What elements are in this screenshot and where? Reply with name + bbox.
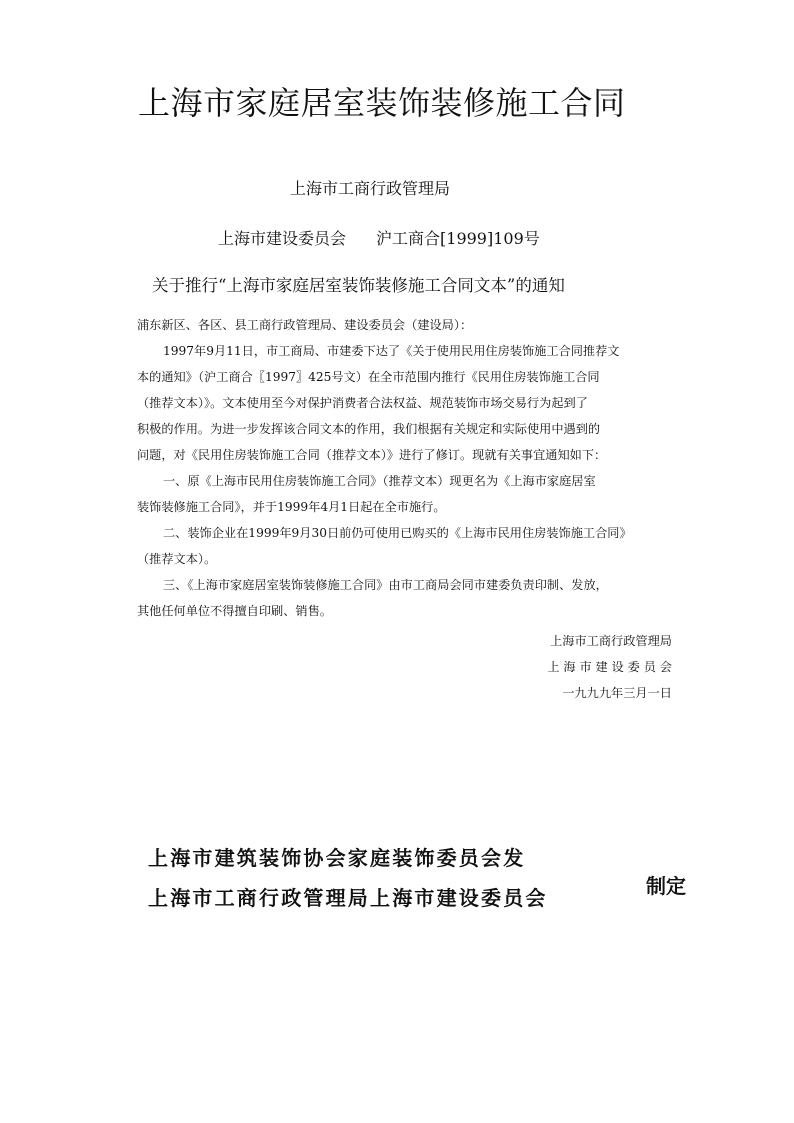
issuer-line	[218, 226, 540, 249]
footer-line-2: 上海市工商行政管理局上海市建设委员会	[148, 886, 548, 910]
body-line: 其他任何单位不得擅自印刷、销售。	[137, 604, 332, 618]
body-line: 积极的作用。为进一步发挥该合同文本的作用，我们根据有关规定和实际使用中遇到的	[137, 422, 601, 436]
document-title: 上海市家庭居室装饰装修施工合同	[138, 84, 626, 122]
footer-suffix: 制定	[646, 874, 686, 898]
signature-issuer-1: 上海市工商行政管理局	[550, 634, 672, 648]
body-line: （推荐文本）。	[137, 552, 217, 566]
body-line: 二、装饰企业在1999年9月30日前仍可使用已购买的《上海市民用住房装饰施工合同》	[163, 526, 632, 540]
body-line: 本的通知》（沪工商合〖1997〗425号文）在全市范围内推行《民用住房装饰施工合同	[137, 370, 600, 384]
document-number: 沪工商合[1999]109号	[376, 229, 540, 248]
body-line: 浦东新区、各区、县工商行政管理局、建设委员会（建设局）：	[137, 318, 473, 332]
issuer-2: 上海市建设委员会	[218, 229, 347, 248]
signature-date: 一九九九年三月一日	[562, 686, 672, 700]
issuer-1: 上海市工商行政管理局	[290, 179, 451, 198]
notice-title: 关于推行“上海市家庭居室装饰装修施工合同文本”的通知	[152, 276, 565, 295]
signature-issuer-2: 上 海 市 建 设 委 员 会	[547, 660, 672, 674]
body-line: 装饰装修施工合同》，并于1999年4月1日起在全市施行。	[137, 500, 446, 514]
notice-body	[137, 312, 677, 624]
footer-line-1: 上海市建筑装饰协会家庭装饰委员会发	[148, 846, 526, 870]
body-line: 三、《上海市家庭居室装饰装修施工合同》由市工商局会同市建委负责印制、发放，	[163, 578, 608, 592]
body-line: 1997年9月11日，市工商局、市建委下达了《关于使用民用住房装饰施工合同推荐文	[163, 344, 620, 358]
body-line: 问题，对《民用住房装饰施工合同（推荐文本）》进行了修订。现就有关事宜通知如下：	[137, 448, 607, 462]
body-line: 一、原《上海市民用住房装饰施工合同》（推荐文本）现更名为《上海市家庭居室	[163, 474, 596, 488]
body-line: （推荐文本）》。文本使用至今对保护消费者合法权益、规范装饰市场交易行为起到了	[137, 396, 588, 410]
